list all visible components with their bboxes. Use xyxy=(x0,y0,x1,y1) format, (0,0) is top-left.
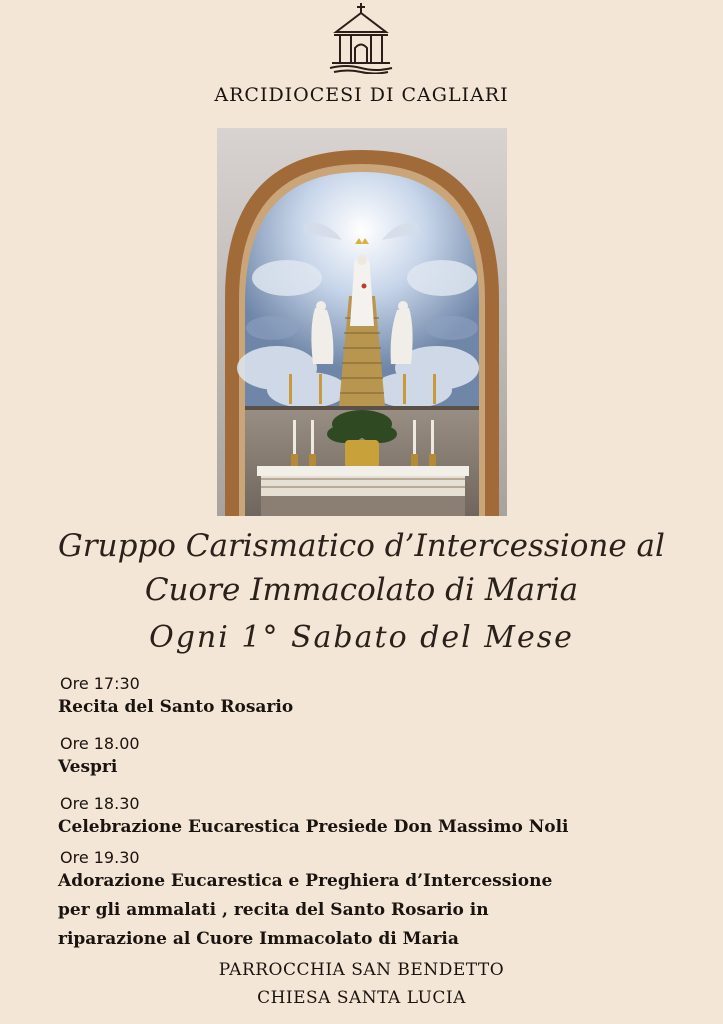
schedule-description: Vespri xyxy=(58,757,118,777)
schedule-description: riparazione al Cuore Immacolato di Maria xyxy=(58,929,459,949)
church-pavilion-icon xyxy=(326,2,396,74)
schedule-time: Ore 18.00 xyxy=(60,734,140,753)
schedule-item-1 xyxy=(58,674,698,722)
schedule-item-3 xyxy=(58,794,698,842)
group-title-line1: Gruppo Carismatico d’Intercessione al xyxy=(58,528,665,564)
schedule-description: Celebrazione Eucarestica Presiede Don Massimo Noli xyxy=(58,817,569,837)
parish-name: PARROCCHIA SAN BENDETTO xyxy=(218,960,505,980)
diocese-name: ARCIDIOCESI DI CAGLIARI xyxy=(214,84,509,106)
madonna-altar-photo xyxy=(217,128,507,516)
schedule-item-4 xyxy=(58,848,698,954)
church-name: CHIESA SANTA LUCIA xyxy=(257,988,466,1008)
schedule-description: Adorazione Eucarestica e Preghiera d’Intercessione xyxy=(58,871,553,891)
schedule-description: per gli ammalati , recita del Santo Rosario in xyxy=(58,900,489,920)
schedule-time: Ore 17:30 xyxy=(60,674,140,693)
frequency-subtitle: Ogni 1° Sabato del Mese xyxy=(149,620,574,655)
schedule-time: Ore 19.30 xyxy=(60,848,140,867)
schedule-time: Ore 18.30 xyxy=(60,794,140,813)
group-title-line2: Cuore Immacolato di Maria xyxy=(144,572,579,608)
schedule-description: Recita del Santo Rosario xyxy=(58,697,294,717)
schedule-item-2 xyxy=(58,734,698,782)
